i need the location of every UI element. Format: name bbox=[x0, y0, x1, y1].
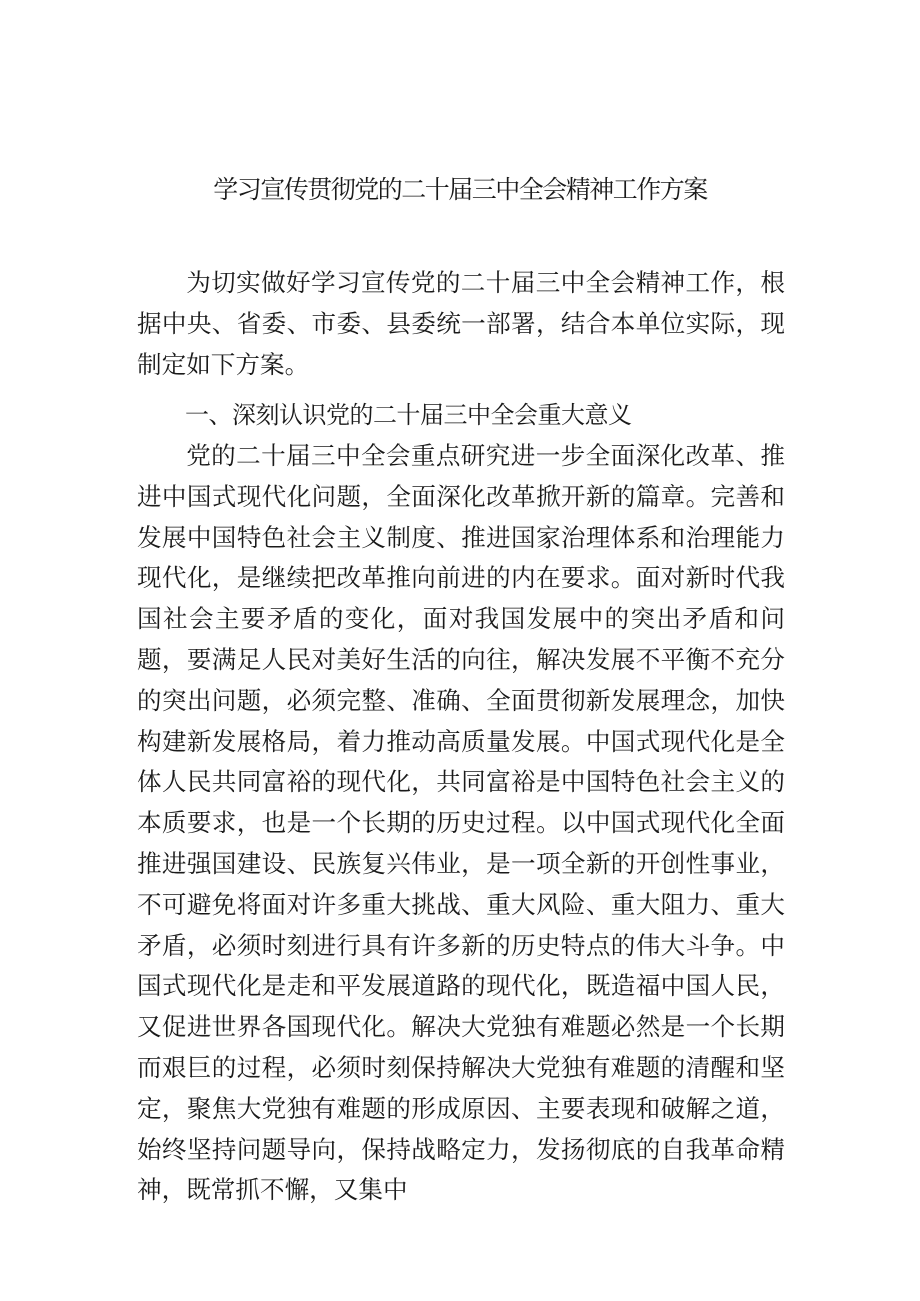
section-1-paragraph: 党的二十届三中全会重点研究进一步全面深化改革、推进中国式现代化问题，全面深化改革掀开新的篇章。完善和发展中国特色社会主义制度、推进国家治理体系和治理能力现代化，是继续把改革推向前进的内在要求。面对新时代我国社会主要矛盾的变化，面对我国发展中的突出矛盾和问题，要满足人民对美好生活的向往，解决发展不平衡不充分的突出问题，必须完整、准确、全面贯彻新发展理念，加快构建新发展格局，着力推动高质量发展。中国式现代化是全体人民共同富裕的现代化，共同富裕是中国特色社会主义的本质要求，也是一个长期的历史过程。以中国式现代化全面推进强国建设、民族复兴伟业，是一项全新的开创性事业，不可避免将面对许多重大挑战、重大风险、重大阻力、重大矛盾，必须时刻进行具有许多新的历史特点的伟大斗争。中国式现代化是走和平发展道路的现代化，既造福中国人民，又促进世界各国现代化。解决大党独有难题必然是一个长期而艰巨的过程，必须时刻保持解决大党独有难题的清醒和坚定，聚焦大党独有难题的形成原因、主要表现和破解之道，始终坚持问题导向，保持战略定力，发扬彻底的自我革命精神，既常抓不懈，又集中 bbox=[137, 441, 785, 1205]
section-heading-1: 一、深刻认识党的二十届三中全会重大意义 bbox=[185, 401, 632, 429]
intro-paragraph: 为切实做好学习宣传党的二十届三中全会精神工作，根据中央、省委、市委、县委统一部署，结合本单位实际，现制定如下方案。 bbox=[137, 268, 785, 379]
document-title: 学习宣传贯彻党的二十届三中全会精神工作方案 bbox=[213, 175, 707, 204]
